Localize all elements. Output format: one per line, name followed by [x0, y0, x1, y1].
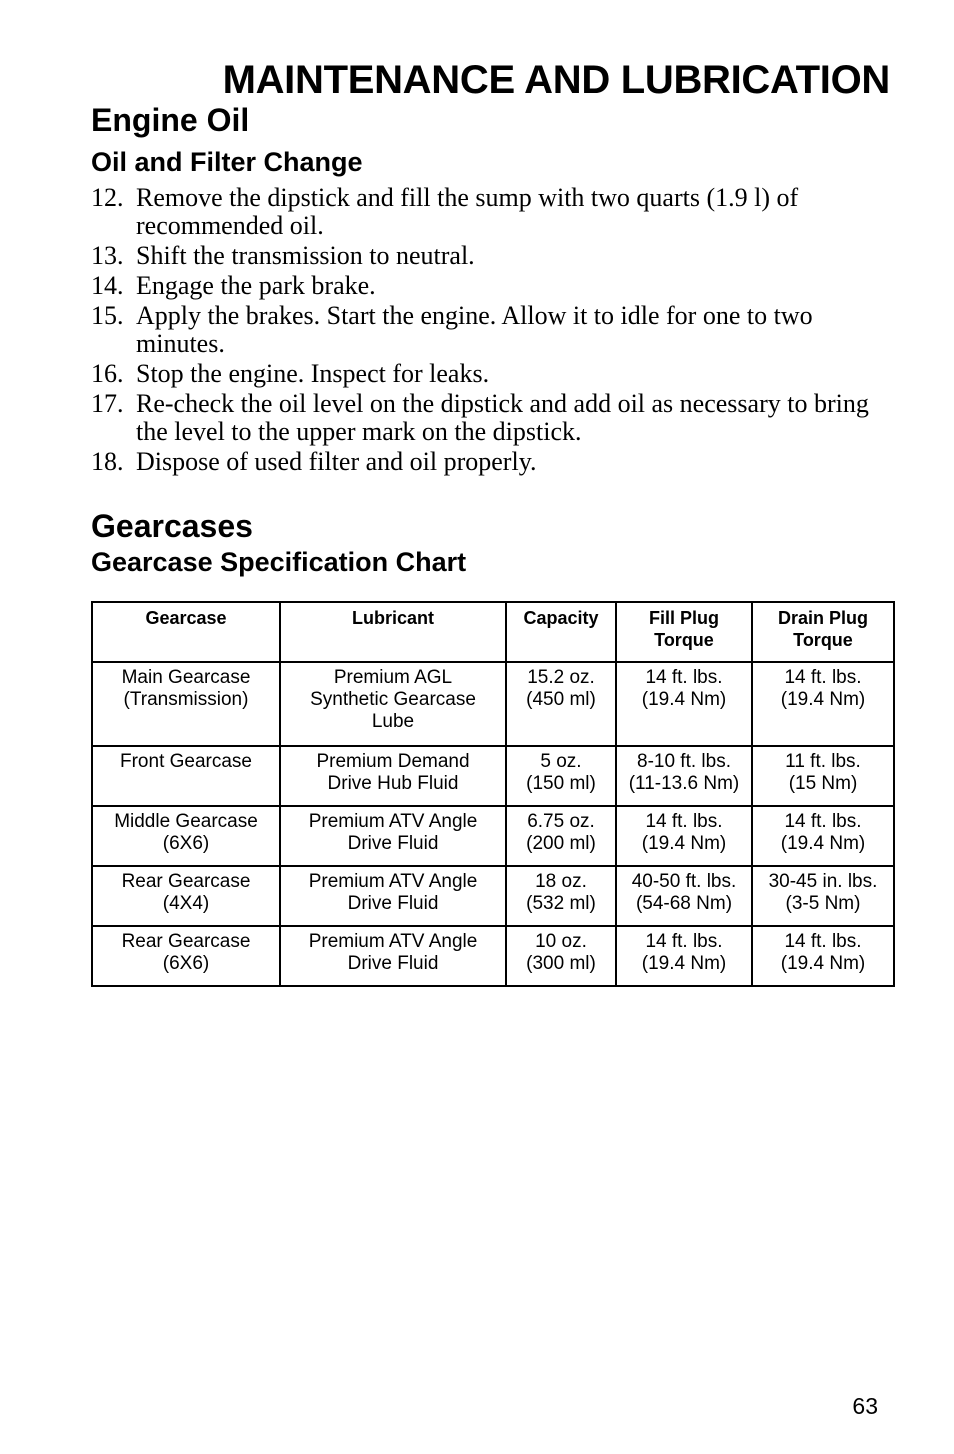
- cell-line: Drive Fluid: [347, 953, 439, 974]
- cell-gearcase: [92, 806, 280, 866]
- table-header-row: [92, 602, 894, 662]
- cell-line: 14 ft. lbs.: [784, 667, 862, 688]
- cell-lubricant: [280, 926, 506, 986]
- cell-lubricant: [280, 746, 506, 806]
- table-row: [92, 662, 894, 746]
- page-header-title: MAINTENANCE AND LUBRICATION: [222, 58, 890, 102]
- cell-line: 14 ft. lbs.: [645, 811, 723, 832]
- cell-line: (19.4 Nm): [641, 833, 727, 854]
- step-item: [91, 390, 891, 446]
- cell-gearcase: [92, 866, 280, 926]
- cell-line: 10 oz.: [535, 931, 587, 952]
- header-line: Drain Plug: [777, 608, 868, 628]
- cell-line: Premium ATV Angle: [308, 931, 478, 952]
- cell-line: (6X6): [162, 953, 210, 974]
- oil-change-steps-list: [91, 184, 891, 478]
- oil-filter-change-heading: Oil and Filter Change: [91, 147, 363, 177]
- step-item: [91, 272, 891, 300]
- step-number: 12.: [91, 183, 124, 212]
- cell-capacity: [506, 806, 616, 866]
- cell-line: 40-50 ft. lbs.: [631, 871, 737, 892]
- cell-line: (19.4 Nm): [780, 833, 866, 854]
- cell-line: 14 ft. lbs.: [784, 811, 862, 832]
- header-line: Torque: [654, 630, 714, 650]
- cell-gearcase: [92, 662, 280, 746]
- header-drain-plug-torque: [752, 602, 894, 662]
- cell-line: 15.2 oz.: [527, 667, 595, 688]
- cell-line: Premium ATV Angle: [308, 871, 478, 892]
- cell-line: Premium AGL: [333, 667, 453, 688]
- cell-line: 8-10 ft. lbs.: [637, 751, 731, 772]
- cell-line: (19.4 Nm): [780, 953, 866, 974]
- cell-line: (Transmission): [123, 689, 249, 710]
- cell-drain-plug-torque: [752, 746, 894, 806]
- gearcase-specification-table: [91, 601, 895, 987]
- cell-drain-plug-torque: [752, 662, 894, 746]
- cell-drain-plug-torque: [752, 866, 894, 926]
- cell-line: Synthetic Gearcase: [310, 689, 476, 710]
- cell-capacity: [506, 746, 616, 806]
- cell-line: Drive Fluid: [347, 893, 439, 914]
- cell-line: (4X4): [162, 893, 210, 914]
- cell-line: (3-5 Nm): [785, 893, 861, 914]
- cell-fill-plug-torque: [616, 746, 752, 806]
- step-number: 18.: [91, 447, 124, 476]
- header-line: Capacity: [523, 608, 599, 628]
- header-line: Fill Plug: [649, 608, 719, 628]
- table-row: [92, 806, 894, 866]
- cell-line: 6.75 oz.: [527, 811, 595, 832]
- cell-line: (19.4 Nm): [780, 689, 866, 710]
- cell-line: Main Gearcase: [121, 667, 251, 688]
- step-text: Stop the engine. Inspect for leaks.: [136, 359, 490, 388]
- step-text: Re-check the oil level on the dipstick and add oil as necessary to bring the level to the upper mark on the dipstick.: [136, 389, 869, 446]
- cell-line: 5 oz.: [540, 751, 582, 772]
- cell-line: Drive Fluid: [347, 833, 439, 854]
- cell-line: Drive Hub Fluid: [327, 773, 459, 794]
- cell-fill-plug-torque: [616, 866, 752, 926]
- step-item: [91, 184, 891, 240]
- cell-line: 14 ft. lbs.: [784, 931, 862, 952]
- cell-drain-plug-torque: [752, 926, 894, 986]
- table-row: [92, 746, 894, 806]
- header-lubricant: [280, 602, 506, 662]
- step-text: Apply the brakes. Start the engine. Allow it to idle for one to two minutes.: [136, 301, 813, 358]
- cell-lubricant: [280, 662, 506, 746]
- cell-gearcase: [92, 926, 280, 986]
- cell-line: 14 ft. lbs.: [645, 931, 723, 952]
- cell-line: (54-68 Nm): [635, 893, 733, 914]
- cell-line: (6X6): [162, 833, 210, 854]
- step-number: 16.: [91, 359, 124, 388]
- cell-line: (15 Nm): [788, 773, 858, 794]
- header-fill-plug-torque: [616, 602, 752, 662]
- step-text: Remove the dipstick and fill the sump with two quarts (1.9 l) of recommended oil.: [136, 183, 799, 240]
- cell-line: (450 ml): [526, 689, 596, 710]
- cell-line: Premium ATV Angle: [308, 811, 478, 832]
- cell-line: Premium Demand: [316, 751, 470, 772]
- table-row: [92, 866, 894, 926]
- header-gearcase: [92, 602, 280, 662]
- cell-line: (11-13.6 Nm): [628, 773, 740, 794]
- cell-capacity: [506, 926, 616, 986]
- gearcases-heading: Gearcases: [91, 508, 253, 544]
- step-text: Dispose of used filter and oil properly.: [136, 447, 537, 476]
- header-line: Torque: [793, 630, 853, 650]
- header-line: Gearcase: [145, 608, 227, 628]
- header-capacity: [506, 602, 616, 662]
- step-item: [91, 360, 891, 388]
- cell-line: 11 ft. lbs.: [785, 751, 861, 772]
- cell-lubricant: [280, 806, 506, 866]
- step-number: 17.: [91, 389, 124, 418]
- cell-line: 18 oz.: [535, 871, 587, 892]
- step-item: [91, 448, 891, 476]
- cell-line: (19.4 Nm): [641, 689, 727, 710]
- cell-capacity: [506, 662, 616, 746]
- cell-fill-plug-torque: [616, 926, 752, 986]
- cell-line: (150 ml): [526, 773, 596, 794]
- cell-line: Lube: [371, 711, 415, 732]
- gearcase-chart-heading: Gearcase Specification Chart: [91, 547, 467, 577]
- cell-line: Rear Gearcase: [121, 931, 251, 952]
- cell-drain-plug-torque: [752, 806, 894, 866]
- step-item: [91, 302, 891, 358]
- cell-line: (300 ml): [526, 953, 596, 974]
- cell-gearcase: [92, 746, 280, 806]
- cell-lubricant: [280, 866, 506, 926]
- cell-line: 30-45 in. lbs.: [768, 871, 878, 892]
- cell-line: Middle Gearcase: [114, 811, 258, 832]
- step-number: 13.: [91, 241, 124, 270]
- engine-oil-heading: Engine Oil: [91, 102, 250, 138]
- cell-capacity: [506, 866, 616, 926]
- step-number: 15.: [91, 301, 124, 330]
- cell-line: (200 ml): [526, 833, 596, 854]
- step-number: 14.: [91, 271, 124, 300]
- cell-line: (532 ml): [526, 893, 596, 914]
- cell-fill-plug-torque: [616, 806, 752, 866]
- step-text: Shift the transmission to neutral.: [136, 241, 475, 270]
- cell-line: 14 ft. lbs.: [645, 667, 723, 688]
- step-text: Engage the park brake.: [136, 271, 376, 300]
- header-line: Lubricant: [351, 608, 434, 628]
- step-item: [91, 242, 891, 270]
- cell-fill-plug-torque: [616, 662, 752, 746]
- cell-line: Front Gearcase: [120, 751, 252, 772]
- page-number: 63: [852, 1393, 878, 1419]
- table-row: [92, 926, 894, 986]
- cell-line: (19.4 Nm): [641, 953, 727, 974]
- cell-line: Rear Gearcase: [121, 871, 251, 892]
